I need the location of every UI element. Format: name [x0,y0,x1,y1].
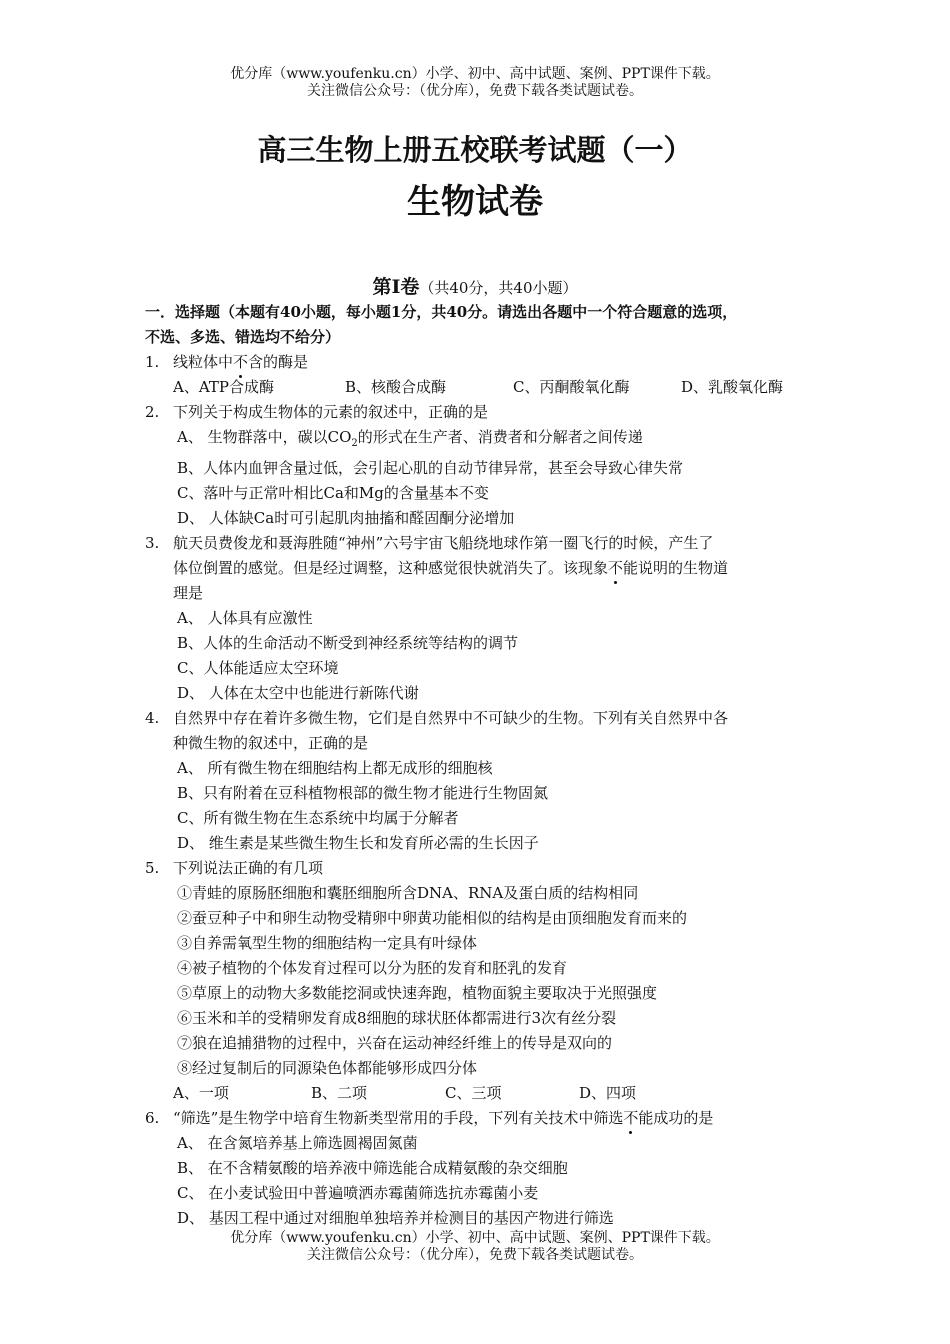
exam-subtitle: 生物试卷 [407,182,543,222]
option-b[interactable]: B、只有附着在豆科植物根部的微生物才能进行生物固氮 [177,784,549,802]
option-a[interactable]: A、一项 [173,1084,229,1102]
option-c[interactable]: C、所有微生物在生态系统中均属于分解者 [177,809,459,827]
header-line-1: 优分库（www.youfenku.cn）小学、初中、高中试题、案例、PPT课件下载。 [230,66,720,82]
page-footer [0,1230,950,1264]
option-c[interactable]: C、三项 [445,1084,502,1102]
option-a[interactable]: A、 所有微生物在细胞结构上都无成形的细胞核 [177,759,493,777]
option-d[interactable]: D、 基因工程中通过对细胞单独培养并检测目的基因产物进行筛选 [177,1209,614,1227]
option-b[interactable]: B、核酸合成酶 [345,378,447,396]
option-a[interactable]: A、 生物群落中，碳以$CO_2$的形式在生产者、消费者和分解者之间传递 [177,428,643,449]
option-c[interactable]: C、落叶与正常叶相比Ca和Mg的含量基本不变 [177,484,489,502]
question-4 [145,706,825,856]
option-b[interactable]: B、 在不含精氨酸的培养液中筛选能合成精氨酸的杂交细胞 [177,1159,568,1177]
option-d[interactable]: D、 人体缺Ca时可引起肌肉抽搐和醛固酮分泌增加 [177,509,515,527]
option-b[interactable]: B、人体内血钾含量过低，会引起心肌的自动节律异常，甚至会导致心律失常 [177,459,684,477]
statement-item: ⑥玉米和羊的受精卵发育成8细胞的球状胚体都需进行3次有丝分裂 [177,1009,617,1027]
volume-label: 第Ⅰ卷 [372,276,420,298]
question-1 [145,350,825,375]
question-stem: 下列说法正确的有几项 [173,859,324,877]
page-header [0,66,950,100]
question-number: 6. [145,1109,160,1127]
footer-line-1: 优分库（www.youfenku.cn）小学、初中、高中试题、案例、PPT课件下载。 [230,1230,720,1246]
option-b[interactable]: B、人体的生命活动不断受到神经系统等结构的调节 [177,634,519,652]
question-stem: “筛选”是生物学中培育生物新类型常用的手段，下列有关技术中筛选不能成功的是 [173,1106,825,1131]
option-b[interactable]: B、二项 [311,1084,368,1102]
option-c[interactable]: C、 在小麦试验田中普遍喷洒赤霉菌筛选抗赤霉菌小麦 [177,1184,539,1202]
question-stem: 自然界中存在着许多微生物，它们是自然界中不可缺少的生物。下列有关自然界中各 种微生物的叙述中，正确的是 [173,709,729,752]
option-a[interactable]: A、 在含氮培养基上筛选圆褐固氮菌 [177,1134,418,1152]
option-c[interactable]: C、丙酮酸氧化酶 [513,378,630,396]
exam-title: 高三生物上册五校联考试题（一） [257,133,693,167]
option-a[interactable]: A、 人体具有应激性 [177,609,313,627]
question-number: 4. [145,709,160,727]
section-instruction: 一．选择题（本题有40小题，每小题1分，共40分。请选出各题中一个符合题意的选项， 不选、多选、错选均不给分） [145,303,738,346]
question-3 [145,531,825,706]
option-d[interactable]: D、四项 [579,1084,637,1102]
exam-content [145,300,825,1231]
statement-item: ②蚕豆种子中和卵生动物受精卵中卵黄功能相似的结构是由顶细胞发育而来的 [177,909,688,927]
statement-item: ①青蛙的原肠胚细胞和囊胚细胞所含DNA、RNA及蛋白质的结构相同 [177,884,639,902]
option-d[interactable]: D、 维生素是某些微生物生长和发育所必需的生长因子 [177,834,539,852]
header-line-2: 关注微信公众号：（优分库），免费下载各类试题试卷。 [307,83,643,99]
option-a[interactable]: A、ATP合成酶 [173,378,274,396]
question-number: 1. [145,353,160,371]
footer-line-2: 关注微信公众号：（优分库），免费下载各类试题试卷。 [307,1247,643,1263]
option-d[interactable]: D、 人体在太空中也能进行新陈代谢 [177,684,419,702]
statement-item: ④被子植物的个体发育过程可以分为胚的发育和胚乳的发育 [177,959,568,977]
emphasis-dot: 不 [233,350,248,375]
volume-heading [0,275,950,300]
emphasis-dot: 不 [623,1106,638,1131]
statement-item: ③自养需氧型生物的细胞结构一定具有叶绿体 [177,934,478,952]
emphasis-dot: 不 [608,556,623,581]
question-1-options [145,375,825,400]
question-6 [145,1106,825,1231]
statement-item: ⑦狼在追捕猎物的过程中，兴奋在运动神经纤维上的传导是双向的 [177,1034,613,1052]
question-5-options [145,1081,825,1106]
statement-item: ⑧经过复制后的同源染色体都能够形成四分体 [177,1059,478,1077]
question-number: 2. [145,403,160,421]
question-number: 5. [145,859,160,877]
question-2 [145,400,825,531]
question-stem: 下列关于构成生物体的元素的叙述中，正确的是 [173,403,489,421]
statement-item: ⑤草原上的动物大多数能挖洞或快速奔跑，植物面貌主要取决于光照强度 [177,984,658,1002]
volume-note: （共40分，共40小题） [419,279,578,297]
question-number: 3. [145,534,160,552]
option-c[interactable]: C、人体能适应太空环境 [177,659,339,677]
question-stem: 航天员费俊龙和聂海胜随“神州”六号宇宙飞船绕地球作第一圈飞行的时候，产生了 体位倒置的感觉。但是经过调整，这种感觉很快就消失了。该现象不能说明的生物道 理是 [173,534,729,602]
question-stem: 线粒体中不含的酶是 [173,350,825,375]
option-d[interactable]: D、乳酸氧化酶 [681,378,784,396]
question-5 [145,856,825,1081]
